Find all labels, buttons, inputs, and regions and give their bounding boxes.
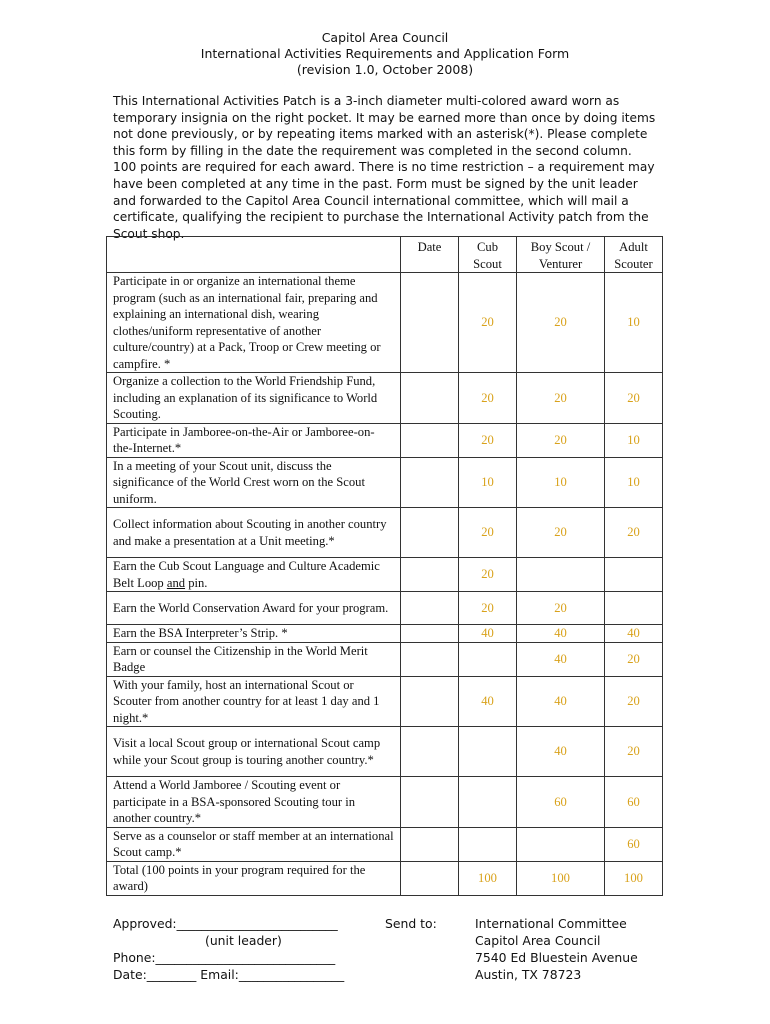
boy-points: 20 [517, 373, 605, 424]
table-row [107, 727, 663, 777]
approved-signature-line[interactable]: Approved:__________________________ [113, 916, 338, 931]
cub-points: 20 [459, 508, 517, 558]
date-cell[interactable] [401, 558, 459, 592]
boy-points: 20 [517, 423, 605, 457]
requirements-table [106, 236, 663, 896]
requirement-text: Earn or counsel the Citizenship in the World Merit Badge [107, 642, 401, 676]
table-total-row [107, 861, 663, 895]
requirement-text-end: pin. [185, 575, 208, 590]
table-row [107, 827, 663, 861]
address-line-2: Capitol Area Council [475, 933, 601, 948]
council-name: Capitol Area Council [321, 30, 449, 45]
requirement-text: In a meeting of your Scout unit, discuss the significance of the World Crest worn on the Scout uniform. [107, 457, 401, 508]
requirement-text-underlined: and [166, 575, 186, 590]
cub-points: 40 [459, 625, 517, 643]
boy-points: 10 [517, 457, 605, 508]
date-cell[interactable] [401, 777, 459, 828]
address-line-1: International Committee [475, 916, 627, 931]
form-title: International Activities Requirements and Application Form [200, 46, 570, 61]
cub-points [459, 777, 517, 828]
requirement-text: With your family, host an international Scout or Scouter from another country for at least 1 day and 1 night.* [107, 676, 401, 727]
requirement-text: Serve as a counselor or staff member at an international Scout camp.* [107, 827, 401, 861]
requirement-text: Earn the World Conservation Award for your program. [107, 592, 401, 625]
date-cell[interactable] [401, 457, 459, 508]
table-row [107, 676, 663, 727]
requirement-text: Participate in or organize an international theme program (such as an international fair, preparing and explaining an international dish, wearing clothes/uniform representative of another culture/country) at a Pack, Troop or Crew meeting or campfire. * [107, 273, 401, 373]
header-requirement [107, 237, 401, 273]
table-row [107, 558, 663, 592]
boy-points: 40 [517, 642, 605, 676]
cub-points: 20 [459, 423, 517, 457]
requirement-text: Participate in Jamboree-on-the-Air or Jamboree-on-the-Internet.* [107, 423, 401, 457]
cub-points: 40 [459, 676, 517, 727]
adult-points: 20 [605, 508, 663, 558]
header-cub-scout: Cub Scout [459, 237, 517, 273]
address-line-4: Austin, TX 78723 [475, 967, 582, 982]
boy-points: 60 [517, 777, 605, 828]
requirement-text: Earn the BSA Interpreter’s Strip. * [107, 625, 401, 643]
intro-paragraph: This International Activities Patch is a 3-inch diameter multi-colored award worn as temporary insignia on the right pocket. It may be earned more than once by doing items not done previously, or by repeating items marked with an asterisk(*). Please complete this form by filling in the date the requirement was completed in the second column. 100 points are required for each award. There is no time restriction – a requirement may have been completed at any time in the past. Form must be signed by the unit leader and forwarded to the Capitol Area Council international committee, which will mail a certificate, qualifying the recipient to purchase the International Activity patch from the Scout shop. [113, 94, 656, 241]
date-cell[interactable] [401, 508, 459, 558]
adult-points: 20 [605, 373, 663, 424]
date-cell[interactable] [401, 676, 459, 727]
requirement-text: Attend a World Jamboree / Scouting event or participate in a BSA-sponsored Scouting tour in another country.* [107, 777, 401, 828]
header-boy-scout-venturer: Boy Scout / Venturer [517, 237, 605, 273]
cub-points: 20 [459, 373, 517, 424]
table-row [107, 625, 663, 643]
table-row [107, 273, 663, 373]
adult-points: 10 [605, 273, 663, 373]
table-row [107, 423, 663, 457]
adult-points [605, 558, 663, 592]
adult-points: 20 [605, 676, 663, 727]
table-row [107, 508, 663, 558]
requirement-text: Collect information about Scouting in another country and make a presentation at a Unit meeting.* [107, 508, 401, 558]
requirement-text: Visit a local Scout group or international Scout camp while your Scout group is touring another country.* [107, 727, 401, 777]
date-cell[interactable] [401, 642, 459, 676]
unit-leader-label: (unit leader) [205, 933, 282, 948]
adult-points: 20 [605, 727, 663, 777]
boy-points: 20 [517, 508, 605, 558]
cub-points: 10 [459, 457, 517, 508]
boy-points: 20 [517, 273, 605, 373]
table-row [107, 642, 663, 676]
table-row [107, 777, 663, 828]
date-cell[interactable] [401, 861, 459, 895]
boy-points [517, 558, 605, 592]
adult-points: 10 [605, 423, 663, 457]
cub-points [459, 727, 517, 777]
cub-total-points: 100 [459, 861, 517, 895]
requirement-text-start: Earn the Cub Scout Language and Culture Academic Belt Loop [113, 559, 380, 590]
phone-line[interactable]: Phone:_____________________________ [113, 950, 336, 965]
table-header-row [107, 237, 663, 273]
address-line-3: 7540 Ed Bluestein Avenue [475, 950, 638, 965]
table-row [107, 373, 663, 424]
table-row [107, 457, 663, 508]
form-revision: (revision 1.0, October 2008) [296, 62, 474, 77]
boy-points: 20 [517, 592, 605, 625]
cub-points: 20 [459, 558, 517, 592]
table-row [107, 592, 663, 625]
cub-points: 20 [459, 273, 517, 373]
adult-points [605, 592, 663, 625]
date-cell[interactable] [401, 273, 459, 373]
boy-points: 40 [517, 676, 605, 727]
header-date: Date [401, 237, 459, 273]
send-to-label: Send to: [385, 916, 437, 931]
header-adult-scouter: Adult Scouter [605, 237, 663, 273]
boy-total-points: 100 [517, 861, 605, 895]
adult-points: 10 [605, 457, 663, 508]
requirement-text: Organize a collection to the World Friendship Fund, including an explanation of its significance to World Scouting. [107, 373, 401, 424]
date-email-line[interactable]: Date:________ Email:_________________ [113, 967, 345, 982]
date-cell[interactable] [401, 373, 459, 424]
adult-points: 60 [605, 777, 663, 828]
boy-points: 40 [517, 727, 605, 777]
cub-points: 20 [459, 592, 517, 625]
adult-points: 20 [605, 642, 663, 676]
date-cell[interactable] [401, 827, 459, 861]
boy-points: 40 [517, 625, 605, 643]
adult-points: 60 [605, 827, 663, 861]
date-cell[interactable] [401, 423, 459, 457]
boy-points [517, 827, 605, 861]
adult-total-points: 100 [605, 861, 663, 895]
adult-points: 40 [605, 625, 663, 643]
date-cell[interactable] [401, 592, 459, 625]
cub-points [459, 827, 517, 861]
date-cell[interactable] [401, 625, 459, 643]
cub-points [459, 642, 517, 676]
date-cell[interactable] [401, 727, 459, 777]
total-label: Total (100 points in your program required for the award) [107, 861, 401, 895]
requirement-text [107, 558, 401, 592]
